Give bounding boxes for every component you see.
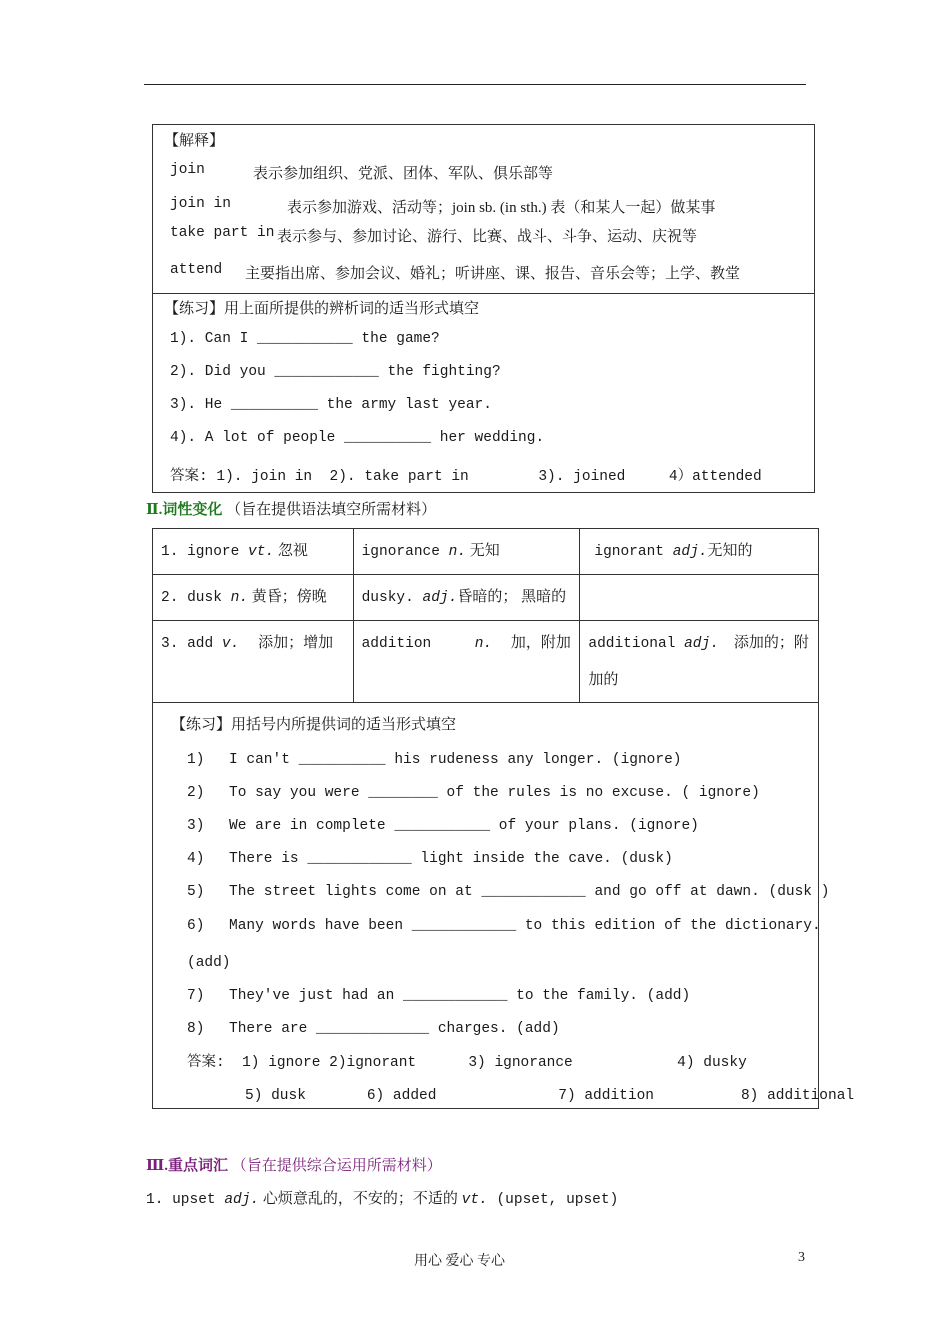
- explain-term-join-in: join in: [170, 196, 231, 212]
- explain-term-take-part-in: take part in: [170, 225, 275, 241]
- practice2-num: 3): [187, 818, 205, 834]
- table-cell: additional adj. 添加的；附加的: [580, 621, 819, 703]
- section3-title: 重点词汇: [168, 1158, 229, 1174]
- table-cell: 2. dusk n. 黄昏；傍晚: [153, 575, 354, 621]
- table-cell-empty: [580, 575, 819, 621]
- practice2-item-cont: (add): [187, 955, 231, 971]
- explain-desc-attend: 主要指出席、参加会议、婚礼；听讲座、课、报告、音乐会等；上学、教堂: [245, 266, 741, 282]
- practice2-num: 4): [187, 851, 205, 867]
- practice1-item: 4). A lot of people __________ her wedding.: [170, 430, 545, 446]
- practice2-item: The street lights come on at ____________ and go off at dawn. (dusk ): [229, 884, 830, 900]
- practice2-num: 5): [187, 884, 205, 900]
- practice2-num: 2): [187, 785, 205, 801]
- practice2-item: There are _____________ charges. (add): [229, 1021, 560, 1037]
- practice1-item: 1). Can I ___________ the game?: [170, 331, 440, 347]
- table-row: [153, 529, 819, 575]
- practice2-item: We are in complete ___________ of your plans. (ignore): [229, 818, 699, 834]
- explain-term-join: join: [170, 162, 205, 178]
- section3-heading: [146, 1154, 442, 1175]
- practice2-num: 6): [187, 918, 205, 934]
- header-rule: [144, 84, 806, 85]
- explain-desc-take-part-in: 表示参与、参加讨论、游行、比赛、战斗、斗争、运动、庆祝等: [277, 229, 698, 245]
- practice2-num: 8): [187, 1021, 205, 1037]
- table-row: [153, 703, 819, 1109]
- section2-heading: [146, 498, 436, 519]
- practice2-title: 【练习】用括号内所提供词的适当形式填空: [171, 717, 457, 733]
- table-cell: dusky. adj.昏暗的； 黑暗的: [353, 575, 580, 621]
- table-row: [153, 621, 819, 703]
- practice2-num: 7): [187, 988, 205, 1004]
- footer-text: 用心 爱心 专心: [414, 1254, 505, 1269]
- section2-num: Ⅱ.: [146, 502, 163, 518]
- practice2-answer: 答案: 1) ignore 2)ignorant 3) ignorance 4) dusky: [187, 1055, 747, 1071]
- page-number: 3: [798, 1250, 805, 1265]
- section3-sub: （旨在提供综合运用所需材料）: [231, 1158, 442, 1174]
- box-divider: [153, 293, 814, 294]
- vocab-item: 1. upset adj. 心烦意乱的，不安的；不适的 vt. (upset, upset): [146, 1191, 619, 1208]
- practice1-answer: 答案: 1). join in 2). take part in 3). joined 4）attended: [170, 469, 762, 485]
- word-form-table: [152, 528, 855, 1109]
- practice2-cell: [153, 703, 855, 1109]
- practice2-num: 1): [187, 752, 205, 768]
- practice2-answer-cont: 5) dusk 6) added 7) addition 8) additional: [245, 1088, 855, 1104]
- table-cell: 3. add v. 添加；增加: [153, 621, 354, 703]
- table-row: [153, 575, 819, 621]
- practice2-item: They've just had an ____________ to the family. (add): [229, 988, 691, 1004]
- practice2-item: There is ____________ light inside the cave. (dusk): [229, 851, 673, 867]
- table-cell: 1. ignore vt. 忽视: [153, 529, 354, 575]
- section2-title: 词性变化: [162, 502, 223, 518]
- practice2-item: To say you were ________ of the rules is no excuse. ( ignore): [229, 785, 760, 801]
- practice2-item: Many words have been ____________ to this edition of the dictionary.: [229, 918, 821, 934]
- section2-sub: （旨在提供语法填空所需材料）: [226, 502, 437, 518]
- practice2-item: I can't __________ his rudeness any longer. (ignore): [229, 752, 682, 768]
- table-cell: addition n. 加，附加: [353, 621, 580, 703]
- explain-desc-join: 表示参加组织、党派、团体、军队、俱乐部等: [253, 166, 554, 182]
- table-cell: ignorant adj.无知的: [580, 529, 819, 575]
- section3-num: Ⅲ.: [146, 1158, 169, 1174]
- explain-desc-join-in: 表示参加游戏、活动等；join sb. (in sth.) 表（和某人一起）做某事: [287, 200, 716, 216]
- table-cell: ignorance n. 无知: [353, 529, 580, 575]
- practice1-item: 3). He __________ the army last year.: [170, 397, 492, 413]
- practice1-item: 2). Did you ____________ the fighting?: [170, 364, 501, 380]
- explain-term-attend: attend: [170, 262, 223, 278]
- explain-title: 【解释】: [164, 133, 225, 149]
- practice1-title: 【练习】用上面所提供的辨析词的适当形式填空: [164, 301, 480, 317]
